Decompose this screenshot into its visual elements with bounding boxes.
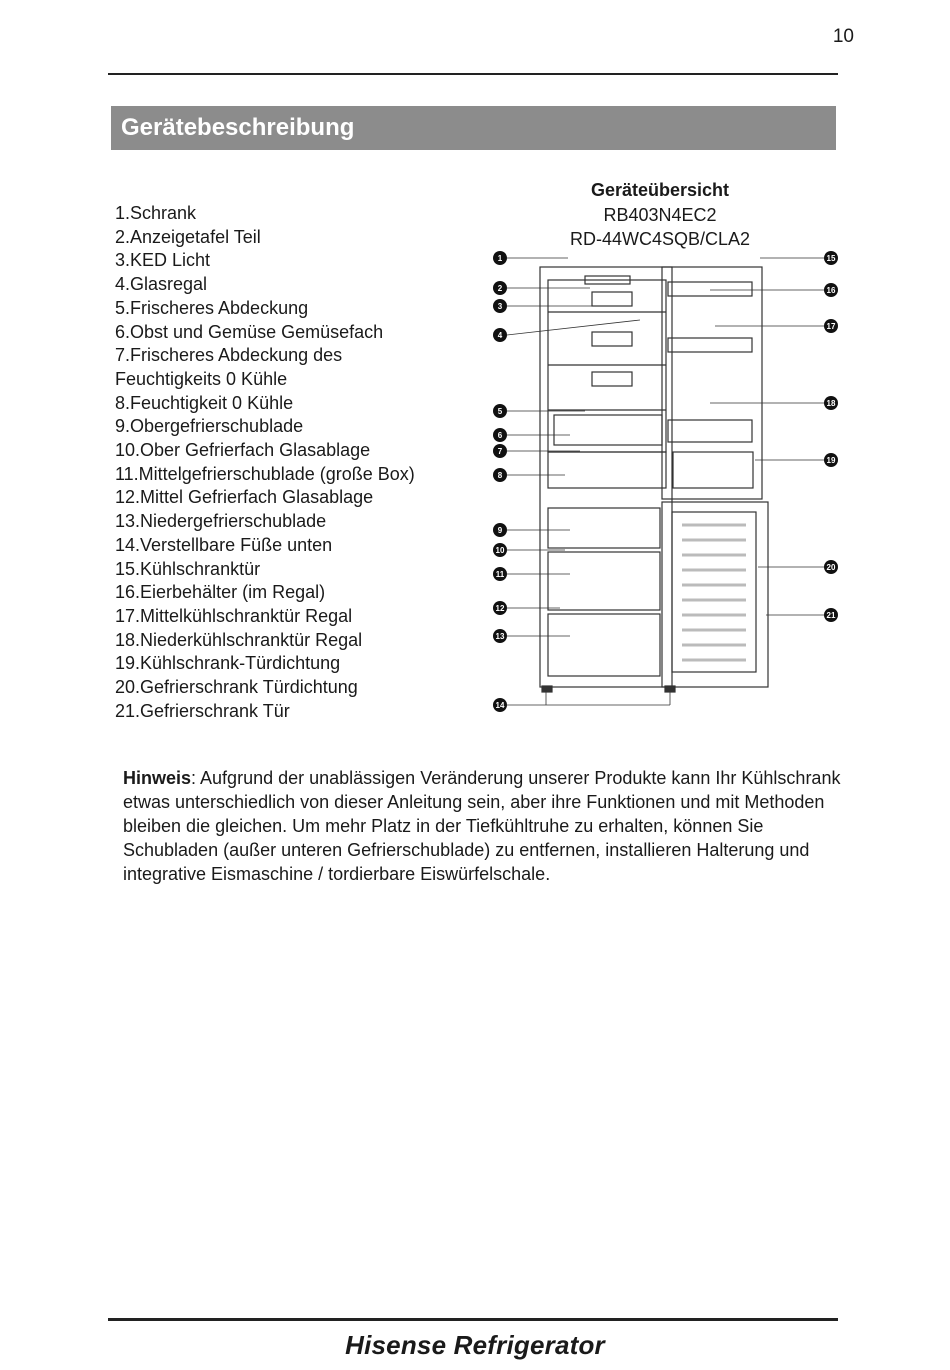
- upper-freezer-drawer: [548, 508, 660, 548]
- callout-label: 6: [497, 431, 503, 440]
- list-item: 5.Frischeres Abdeckung: [115, 297, 309, 318]
- callout-label: 2: [497, 284, 503, 293]
- list-item: 4.Glasregal: [115, 274, 208, 295]
- callout-label: 13: [495, 632, 505, 641]
- list-item: 6.Obst und Gemüse Gemüsefach: [115, 321, 384, 342]
- callout-label: 20: [826, 563, 836, 572]
- top-divider: [108, 73, 838, 75]
- callout-label: 3: [497, 302, 503, 311]
- model-number: RB403N4EC2: [603, 204, 717, 225]
- note-text: : Aufgrund der unablässigen Veränderung unserer Produkte kann Ihr Kühlschrank etwas unterschiedlich von dieser Anleitung sein, aber ihre Funktionen und mit Methoden bleiben die gleichen. Um mehr Platz in der Tiefkühltruhe zu erhalten, können Sie Schubladen (außer unteren Gefrierschublade) zu entfernen, installieren Halterung und integrative Eismaschine / tordierbare Eiswürfelschale.: [123, 768, 841, 884]
- callout-label: 15: [826, 254, 836, 263]
- list-item: 11.Mittelgefrierschublade (große Box): [115, 463, 415, 484]
- list-item: 21.Gefrierschrank Tür: [115, 700, 290, 721]
- list-item: 9.Obergefrierschublade: [115, 416, 304, 437]
- list-item: 10.Ober Gefrierfach Glasablage: [115, 440, 371, 461]
- callout-label: 21: [826, 611, 836, 620]
- callout-label: 4: [497, 331, 503, 340]
- page-number: 10: [832, 26, 854, 47]
- brand-footer: Hisense Refrigerator: [345, 1330, 605, 1360]
- list-item: 12.Mittel Gefrierfach Glasablage: [115, 487, 374, 508]
- callout-label: 14: [495, 701, 505, 710]
- fridge-diagram: [490, 240, 850, 720]
- fridge-door: [662, 267, 762, 499]
- diagram-title: Geräteübersicht: [590, 180, 730, 200]
- list-item: 8.Feuchtigkeit 0 Kühle: [115, 392, 294, 413]
- callout-label: 9: [497, 526, 503, 535]
- callout-label: 1: [497, 254, 503, 263]
- callout-label: 16: [826, 286, 836, 295]
- bottom-divider: [108, 1318, 838, 1321]
- note-label: Hinweis: [123, 768, 192, 788]
- list-item: 2.Anzeigetafel Teil: [115, 226, 261, 247]
- list-item: 1.Schrank: [115, 203, 197, 223]
- list-item: 20.Gefrierschrank Türdichtung: [115, 677, 358, 698]
- list-item: 7.Frischeres Abdeckung des: [115, 345, 343, 366]
- zero-humidity-drawer: [548, 452, 666, 488]
- list-item: 15.Kühlschranktür: [115, 558, 261, 579]
- callout-label: 18: [826, 399, 836, 408]
- list-item: 17.Mittelkühlschranktür Regal: [115, 605, 353, 626]
- callout-label: 17: [826, 322, 836, 331]
- callout-label: 11: [495, 570, 505, 579]
- callout-label: 8: [497, 471, 503, 480]
- list-item: Feuchtigkeits 0 Kühle: [115, 368, 288, 389]
- lower-freezer-drawer: [548, 614, 660, 676]
- callout-label: 7: [497, 447, 503, 456]
- callout-label: 19: [826, 456, 836, 465]
- list-item: 14.Verstellbare Füße unten: [115, 534, 333, 555]
- list-item: 19.Kühlschrank-Türdichtung: [115, 653, 341, 674]
- list-item: 13.Niedergefrierschublade: [115, 511, 327, 532]
- note-paragraph: [123, 766, 853, 886]
- middle-freezer-drawer: [548, 552, 660, 610]
- parts-list: [115, 202, 415, 723]
- model-number: RD-44WC4SQB/CLA2: [569, 229, 751, 249]
- callout-label: 12: [495, 604, 505, 613]
- list-item: 18.Niederkühlschranktür Regal: [115, 629, 363, 650]
- callout-label: 10: [495, 546, 505, 555]
- cabinet-outline: [540, 267, 672, 687]
- list-item: 16.Eierbehälter (im Regal): [115, 582, 326, 603]
- callout-label: 5: [497, 407, 503, 416]
- list-item: 3.KED Licht: [115, 250, 211, 271]
- section-title: Gerätebeschreibung: [111, 106, 836, 150]
